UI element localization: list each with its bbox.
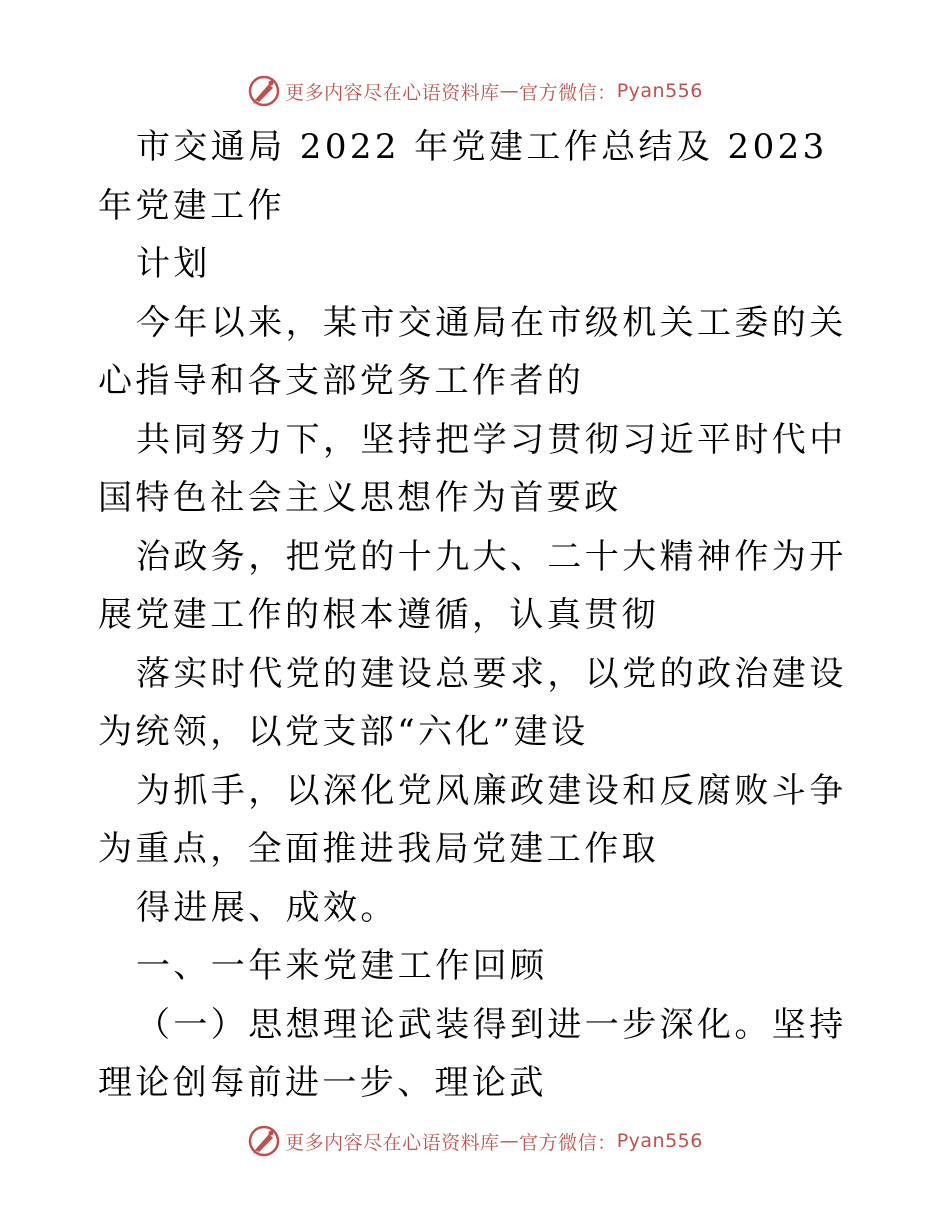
watermark-dash: — xyxy=(499,1130,520,1152)
watermark-main-text: 更多内容尽在心语资料库 xyxy=(285,81,500,104)
watermark-contact-label: 官方微信： xyxy=(519,1131,617,1154)
pen-logo-icon xyxy=(247,1124,281,1158)
body-paragraph: 治政务，把党的十九大、二十大精神作为开展党建工作的根本遵循，认真贯彻 xyxy=(98,536,847,635)
watermark-contact-id: Pyan556 xyxy=(616,80,703,102)
document-title-continued: 计划 xyxy=(136,244,211,284)
watermark-contact-id: Pyan556 xyxy=(616,1130,703,1152)
watermark-contact-label: 官方微信： xyxy=(519,81,617,104)
watermark-main-text: 更多内容尽在心语资料库 xyxy=(285,1131,500,1154)
watermark-header xyxy=(0,74,950,108)
body-paragraph: 今年以来，某市交通局在市级机关工委的关心指导和各支部党务工作者的 xyxy=(98,302,847,401)
pen-logo-icon xyxy=(247,74,281,108)
document-body xyxy=(98,118,858,1113)
watermark-dash: — xyxy=(499,80,520,102)
document-title: 市交通局 2022 年党建工作总结及 2023 年党建工作 xyxy=(98,127,828,226)
subsection-paragraph: （一）思想理论武装得到进一步深化。坚持理论创每前进一步、理论武 xyxy=(98,1004,847,1103)
watermark-footer xyxy=(0,1124,950,1158)
body-paragraph: 共同努力下，坚持把学习贯彻习近平时代中国特色社会主义思想作为首要政 xyxy=(98,419,847,518)
section-heading: 一、一年来党建工作回顾 xyxy=(136,946,548,986)
body-paragraph: 得进展、成效。 xyxy=(136,887,398,928)
body-paragraph: 为抓手，以深化党风廉政建设和反腐败斗争为重点，全面推进我局党建工作取 xyxy=(98,770,847,869)
body-paragraph: 落实时代党的建设总要求，以党的政治建设为统领，以党支部“六化”建设 xyxy=(98,653,847,752)
